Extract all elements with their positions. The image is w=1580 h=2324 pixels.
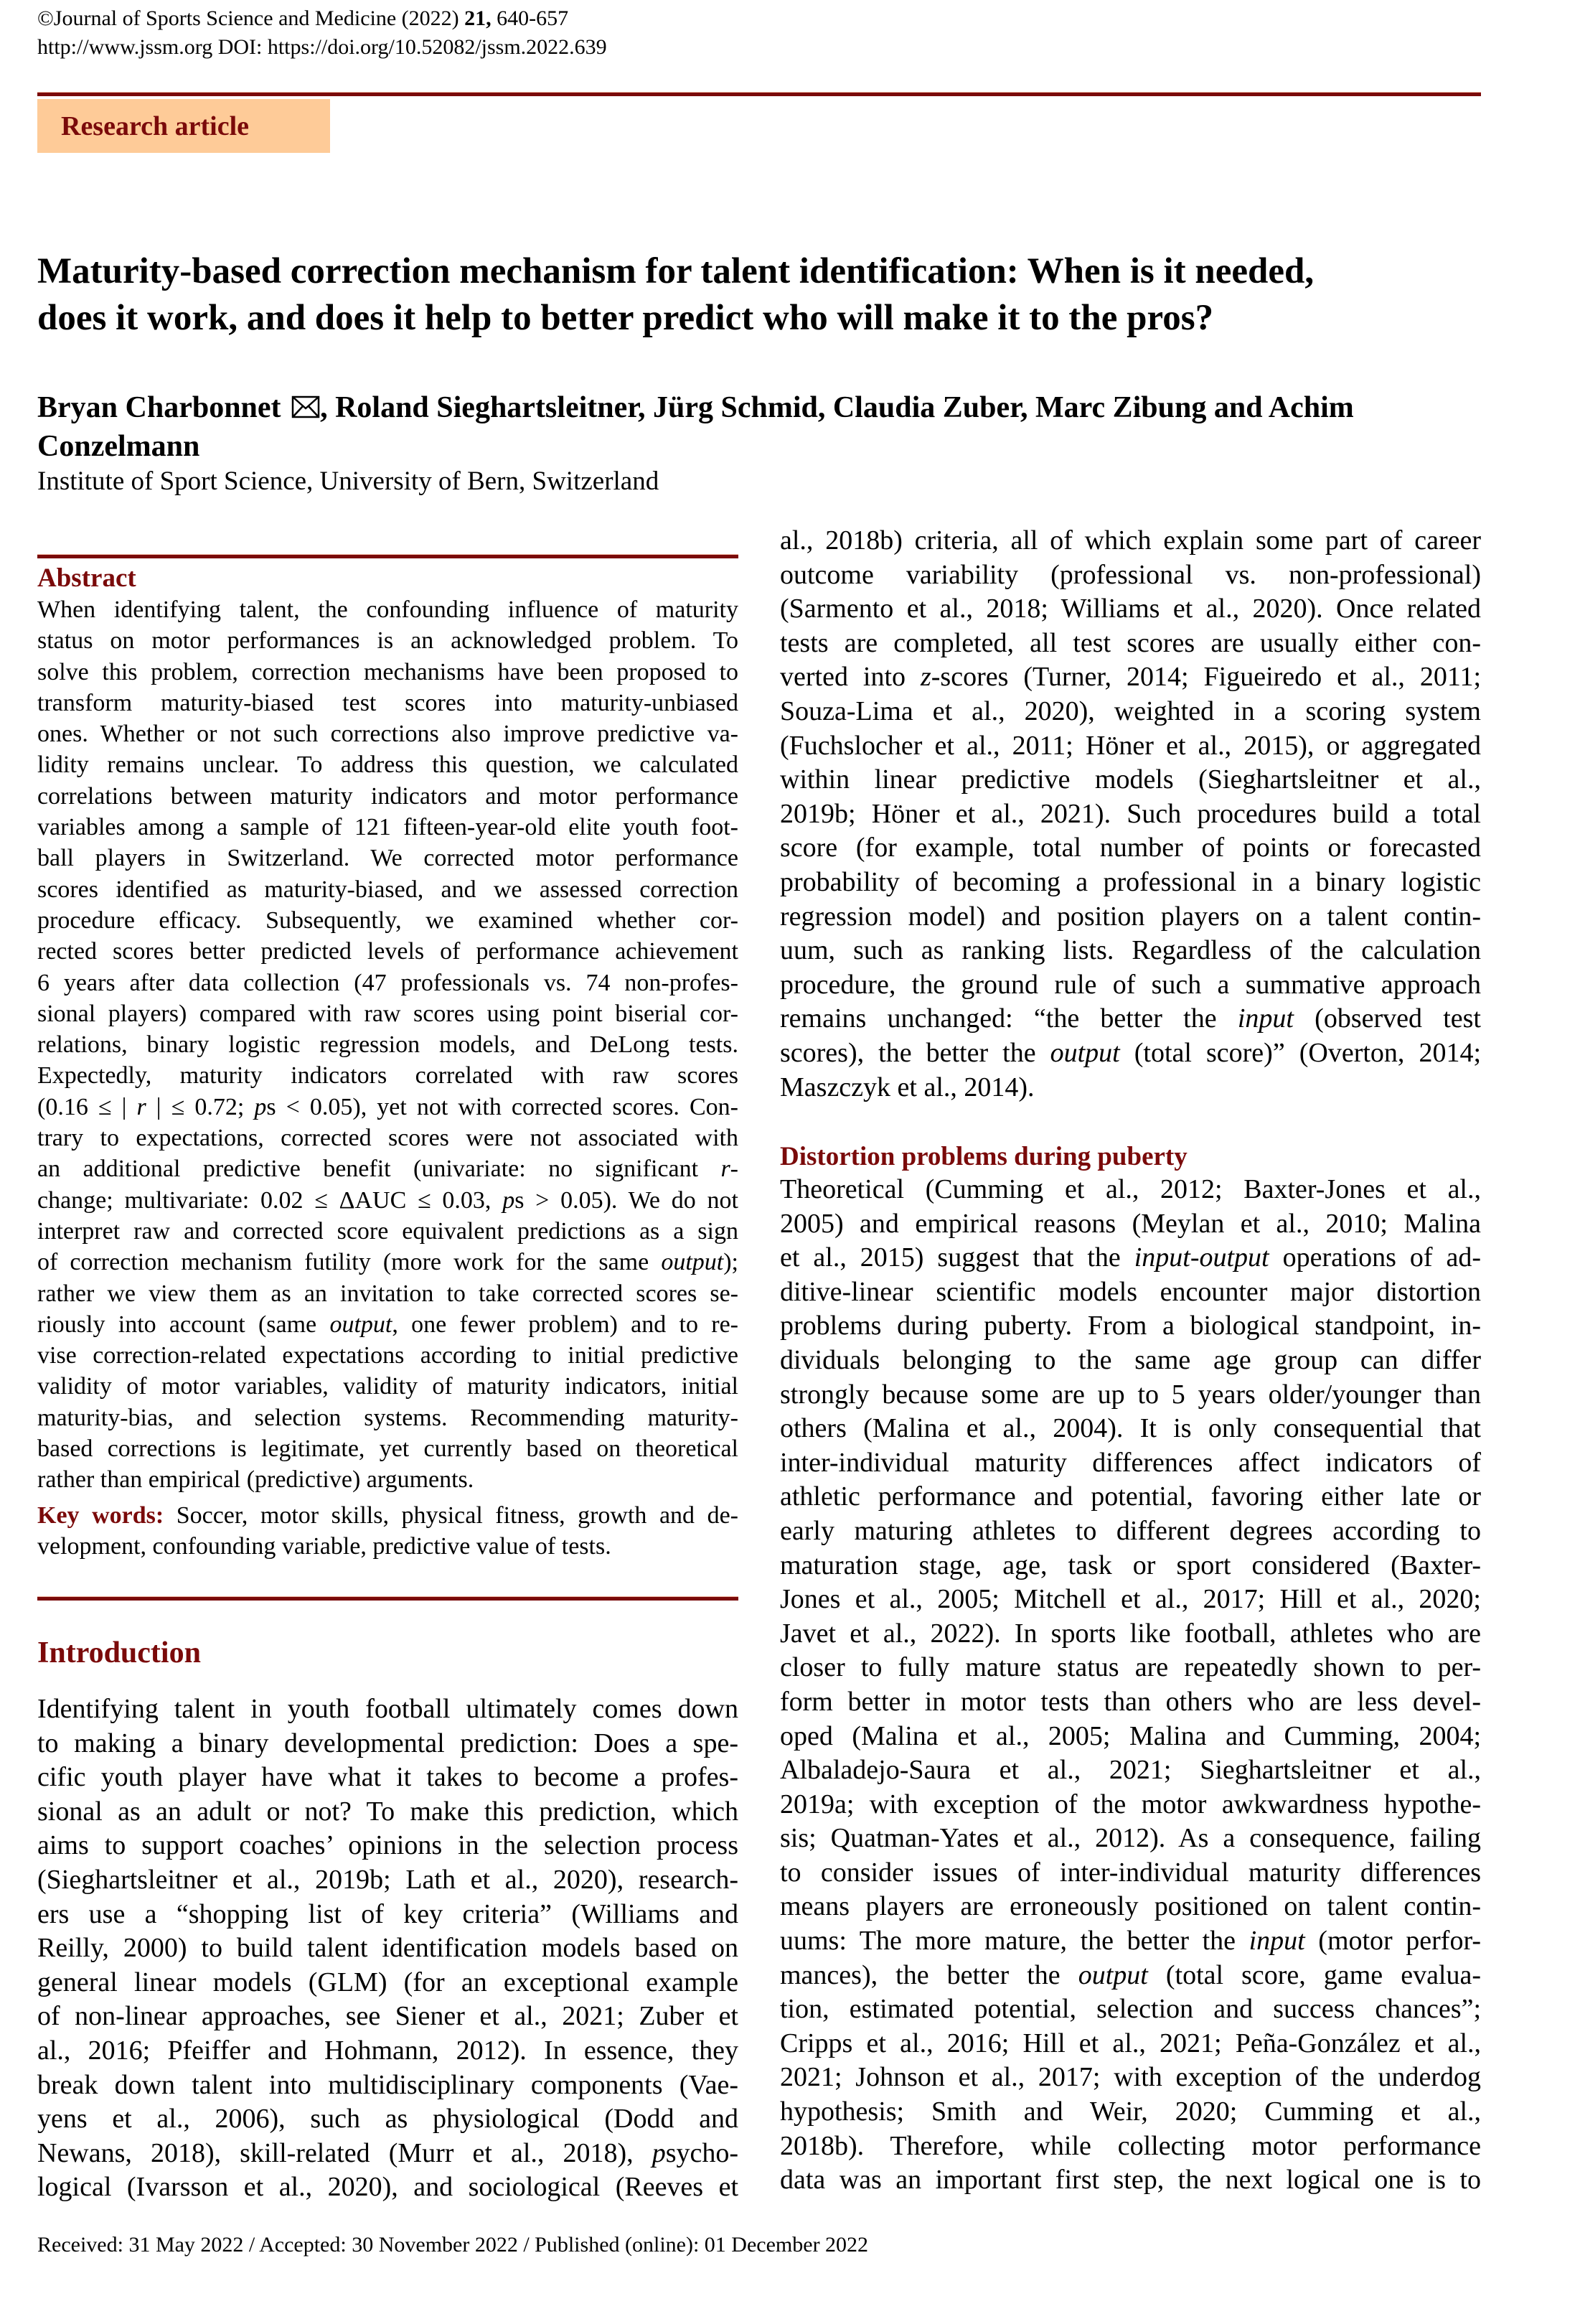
journal-citation (37, 4, 607, 62)
text-line: solve this problem, correction mechanisms have been proposed to (37, 658, 738, 685)
abstract-bottom-divider (37, 1596, 738, 1601)
keywords-text: velopment, confounding variable, predictive value of tests. (37, 1533, 611, 1560)
text-line: outcome variability (professional vs. non-professional) (780, 559, 1481, 590)
text-line: of non-linear approaches, see Siener et al., 2021; Zuber et (37, 2001, 738, 2032)
text-line: sis; Quatman-Yates et al., 2012). As a consequence, failing (780, 1823, 1481, 1854)
text-line: yens et al., 2006), such as physiological (Dodd and (37, 2104, 738, 2135)
envelope-icon[interactable] (291, 390, 320, 413)
text-line: transform maturity-biased test scores into maturity-unbiased (37, 689, 738, 716)
text-line: problems during puberty. From a biological standpoint, in- (780, 1311, 1481, 1341)
text-line: Javet et al., 2022). In sports like football, athletes who are (780, 1618, 1481, 1649)
text-line: (Sieghartsleitner et al., 2019b; Lath et al., 2020), research- (37, 1864, 738, 1895)
text-line: When identifying talent, the confounding influence of maturity (37, 596, 738, 623)
text-line: Newans, 2018), skill-related (Murr et al., 2018), psycho- (37, 2137, 738, 2168)
text-line: sional as an adult or not? To make this prediction, which (37, 1796, 738, 1827)
introduction-heading: Introduction (37, 1636, 201, 1669)
text-line: (0.16 ≤ | r | ≤ 0.72; ps < 0.05), yet not with corrected scores. Con- (37, 1093, 738, 1120)
introduction-body-left (37, 1692, 738, 2205)
text-line: al., 2018b) criteria, all of which explain some part of career (780, 525, 1481, 556)
journal-citation-line: ©Journal of Sports Science and Medicine (2022) 21, 640-657 (37, 6, 569, 30)
text-line: Identifying talent in youth football ultimately comes down (37, 1694, 738, 1724)
text-line: cific youth player have what it takes to become a profes- (37, 1762, 738, 1793)
header-divider (37, 92, 1481, 96)
text-line: procedure, the ground rule of such a summative approach (780, 969, 1481, 1000)
text-line: Maszczyk et al., 2014). (780, 1072, 1035, 1102)
text-line: ones. Whether or not such corrections also improve predictive va- (37, 721, 738, 748)
text-line: al., 2016; Pfeiffer and Hohmann, 2012). In essence, they (37, 2035, 738, 2066)
paper-title-line: does it work, and does it help to better predict who will make it to the pros? (37, 298, 1214, 338)
text-line: 2021; Johnson et al., 2017; with exception of the underdog (780, 2062, 1481, 2093)
text-line: 2005) and empirical reasons (Meylan et al., 2010; Malina (780, 1208, 1481, 1239)
abstract-body (37, 594, 738, 1496)
journal-volume: 21, (464, 6, 492, 30)
text-line: relations, binary logistic regression models, and DeLong tests. (37, 1031, 738, 1059)
text-line: ball players in Switzerland. We corrected motor performance (37, 845, 738, 872)
text-line: logical (Ivarsson et al., 2020), and sociological (Reeves et (37, 2172, 738, 2203)
text-line: based corrections is legitimate, yet currently based on theoretical (37, 1435, 738, 1463)
text-line: lidity remains unclear. To address this question, we calculated (37, 751, 738, 779)
keywords-text: Soccer, motor skills, physical fitness, growth and de- (164, 1502, 738, 1529)
article-type-badge (37, 99, 330, 153)
paper-title-line: Maturity-based correction mechanism for talent identification: When is it needed, (37, 251, 1315, 291)
text-line: to making a binary developmental prediction: Does a spe- (37, 1728, 738, 1758)
text-line: mances), the better the output (total score, game evalua- (780, 1959, 1482, 1990)
text-line: strongly because some are up to 5 years older/younger than (780, 1379, 1481, 1410)
text-line: (Sarmento et al., 2018; Williams et al., 2020). Once related (780, 594, 1481, 624)
text-line: 2019b; Höner et al., 2021). Such procedures build a total (780, 798, 1481, 829)
text-line: of correction mechanism futility (more work for the same output); (37, 1249, 738, 1276)
text-line: tion, estimated potential, selection and success chances”; (780, 1994, 1481, 2025)
publication-dates: Received: 31 May 2022 / Accepted: 30 November 2022 / Published (online): 01 December 2022 (37, 2233, 869, 2257)
text-line: scores), the better the output (total score)” (Overton, 2014; (780, 1037, 1481, 1068)
text-line: rected scores better predicted levels of performance achievement (37, 938, 738, 965)
text-line: uums: The more mature, the better the input (motor perfor- (780, 1926, 1481, 1957)
text-line: (Fuchslocher et al., 2011; Höner et al., 2015), or aggregated (780, 730, 1481, 761)
text-line: dividuals belonging to the same age group can differ (780, 1344, 1481, 1375)
text-line: remains unchanged: “the better the input (observed test (780, 1003, 1481, 1034)
journal-doi-link[interactable]: http://www.jssm.org DOI: https://doi.org/10.52082/jssm.2022.639 (37, 35, 607, 59)
text-line: scores identified as maturity-biased, and we assessed correction (37, 876, 738, 903)
paper-title (37, 248, 1487, 342)
text-line: probability of becoming a professional in a binary logistic (780, 866, 1481, 897)
text-line: data was an important first step, the next logical one is to (780, 2165, 1481, 2196)
text-line: others (Malina et al., 2004). It is only consequential that (780, 1413, 1481, 1444)
text-line: vise correction-related expectations according to initial predictive (37, 1342, 738, 1369)
text-line: 2019a; with exception of the motor awkwardness hypothe- (780, 1789, 1481, 1819)
text-line: ditive-linear scientific models encounter major distortion (780, 1276, 1481, 1307)
text-line: status on motor performances is an acknowledged problem. To (37, 627, 738, 655)
text-line: within linear predictive models (Sieghartsleitner et al., (780, 764, 1481, 795)
text-line: Cripps et al., 2016; Hill et al., 2021; Peña-González et al., (780, 2028, 1481, 2058)
affiliation: Institute of Sport Science, University of Bern, Switzerland (37, 467, 659, 496)
text-line: closer to fully mature status are repeatedly shown to per- (780, 1652, 1481, 1683)
author-names: , Roland Sieghartsleitner, Jürg Schmid, Claudia Zuber, Marc Zibung and Achim (320, 391, 1354, 424)
journal-pages: 640-657 (491, 6, 569, 30)
keywords (37, 1500, 738, 1562)
keywords-label: Key words: (37, 1502, 164, 1529)
text-line: regression model) and position players on a talent contin- (780, 901, 1481, 932)
text-line: variables among a sample of 121 fifteen-year-old elite youth foot- (37, 814, 738, 841)
text-line: Expectedly, maturity indicators correlated with raw scores (37, 1062, 738, 1090)
text-line: an additional predictive benefit (univariate: no significant r- (37, 1156, 738, 1183)
text-line: correlations between maturity indicators and motor performance (37, 782, 738, 810)
text-line: inter-individual maturity differences affect indicators of (780, 1447, 1481, 1478)
text-line: validity of motor variables, validity of maturity indicators, initial (37, 1373, 738, 1400)
text-line: general linear models (GLM) (for an exceptional example (37, 1967, 738, 1997)
text-line: sional players) compared with raw scores using point biserial cor- (37, 1000, 738, 1027)
text-line: et al., 2015) suggest that the input-output operations of ad- (780, 1242, 1481, 1273)
author-corresponding: Bryan Charbonnet (37, 391, 281, 424)
abstract-top-divider (37, 554, 738, 558)
text-line: score (for example, total number of points or forecasted (780, 833, 1481, 863)
text-line: ers use a “shopping list of key criteria” (Williams and (37, 1898, 738, 1929)
text-line: oped (Malina et al., 2005; Malina and Cumming, 2004; (780, 1720, 1481, 1751)
text-line: Theoretical (Cumming et al., 2012; Baxter-Jones et al., (780, 1174, 1481, 1204)
article-type-label: Research article (61, 111, 250, 141)
text-line: athletic performance and potential, favoring either late or (780, 1481, 1481, 1512)
text-line: aims to support coaches’ opinions in the selection process (37, 1830, 738, 1861)
introduction-body-right (780, 524, 1481, 1105)
abstract-heading: Abstract (37, 563, 136, 593)
text-line: verted into z-scores (Turner, 2014; Figueiredo et al., 2011; (780, 662, 1482, 693)
text-line: 6 years after data collection (47 professionals vs. 74 non-profes- (37, 969, 738, 996)
text-line: change; multivariate: 0.02 ≤ ΔAUC ≤ 0.03, ps > 0.05). We do not (37, 1186, 738, 1214)
author-line: Conzelmann (37, 430, 200, 463)
text-line: maturity-bias, and selection systems. Recommending maturity- (37, 1404, 738, 1431)
text-line: Albaladejo-Saura et al., 2021; Sieghartsleitner et al., (780, 1755, 1481, 1786)
author-line (37, 388, 1487, 427)
text-line: rather than empirical (predictive) arguments. (37, 1466, 474, 1494)
text-line: form better in motor tests than others who are less devel- (780, 1686, 1481, 1717)
text-line: hypothesis; Smith and Weir, 2020; Cumming et al., (780, 2096, 1481, 2127)
text-line: early maturing athletes to different degrees according to (780, 1515, 1481, 1546)
author-list (37, 388, 1487, 466)
text-line: procedure efficacy. Subsequently, we examined whether cor- (37, 906, 738, 934)
text-line: to consider issues of inter-individual maturity differences (780, 1857, 1481, 1888)
text-line: maturation stage, age, task or sport considered (Baxter- (780, 1550, 1481, 1580)
text-line: break down talent into multidisciplinary components (Vae- (37, 2069, 738, 2100)
text-line: Jones et al., 2005; Mitchell et al., 2017; Hill et al., 2020; (780, 1584, 1481, 1615)
text-line: uum, such as ranking lists. Regardless of the calculation (780, 935, 1481, 966)
text-line: trary to expectations, corrected scores were not associated with (37, 1125, 738, 1152)
text-line: 2018b). Therefore, while collecting motor performance (780, 2130, 1481, 2161)
text-line: rather we view them as an invitation to take corrected scores se- (37, 1280, 738, 1307)
text-line: tests are completed, all test scores are usually either con- (780, 627, 1481, 658)
text-line: Reilly, 2000) to build talent identification models based on (37, 1933, 738, 1964)
text-line: means players are erroneously positioned on talent contin- (780, 1891, 1481, 1922)
text-line: Souza-Lima et al., 2020), weighted in a scoring system (780, 695, 1481, 726)
distortion-heading: Distortion problems during puberty (780, 1142, 1188, 1171)
text-line: interpret raw and corrected score equivalent predictions as a sign (37, 1217, 738, 1245)
distortion-body (780, 1173, 1481, 2198)
text-line: riously into account (same output, one fewer problem) and to re- (37, 1311, 738, 1338)
